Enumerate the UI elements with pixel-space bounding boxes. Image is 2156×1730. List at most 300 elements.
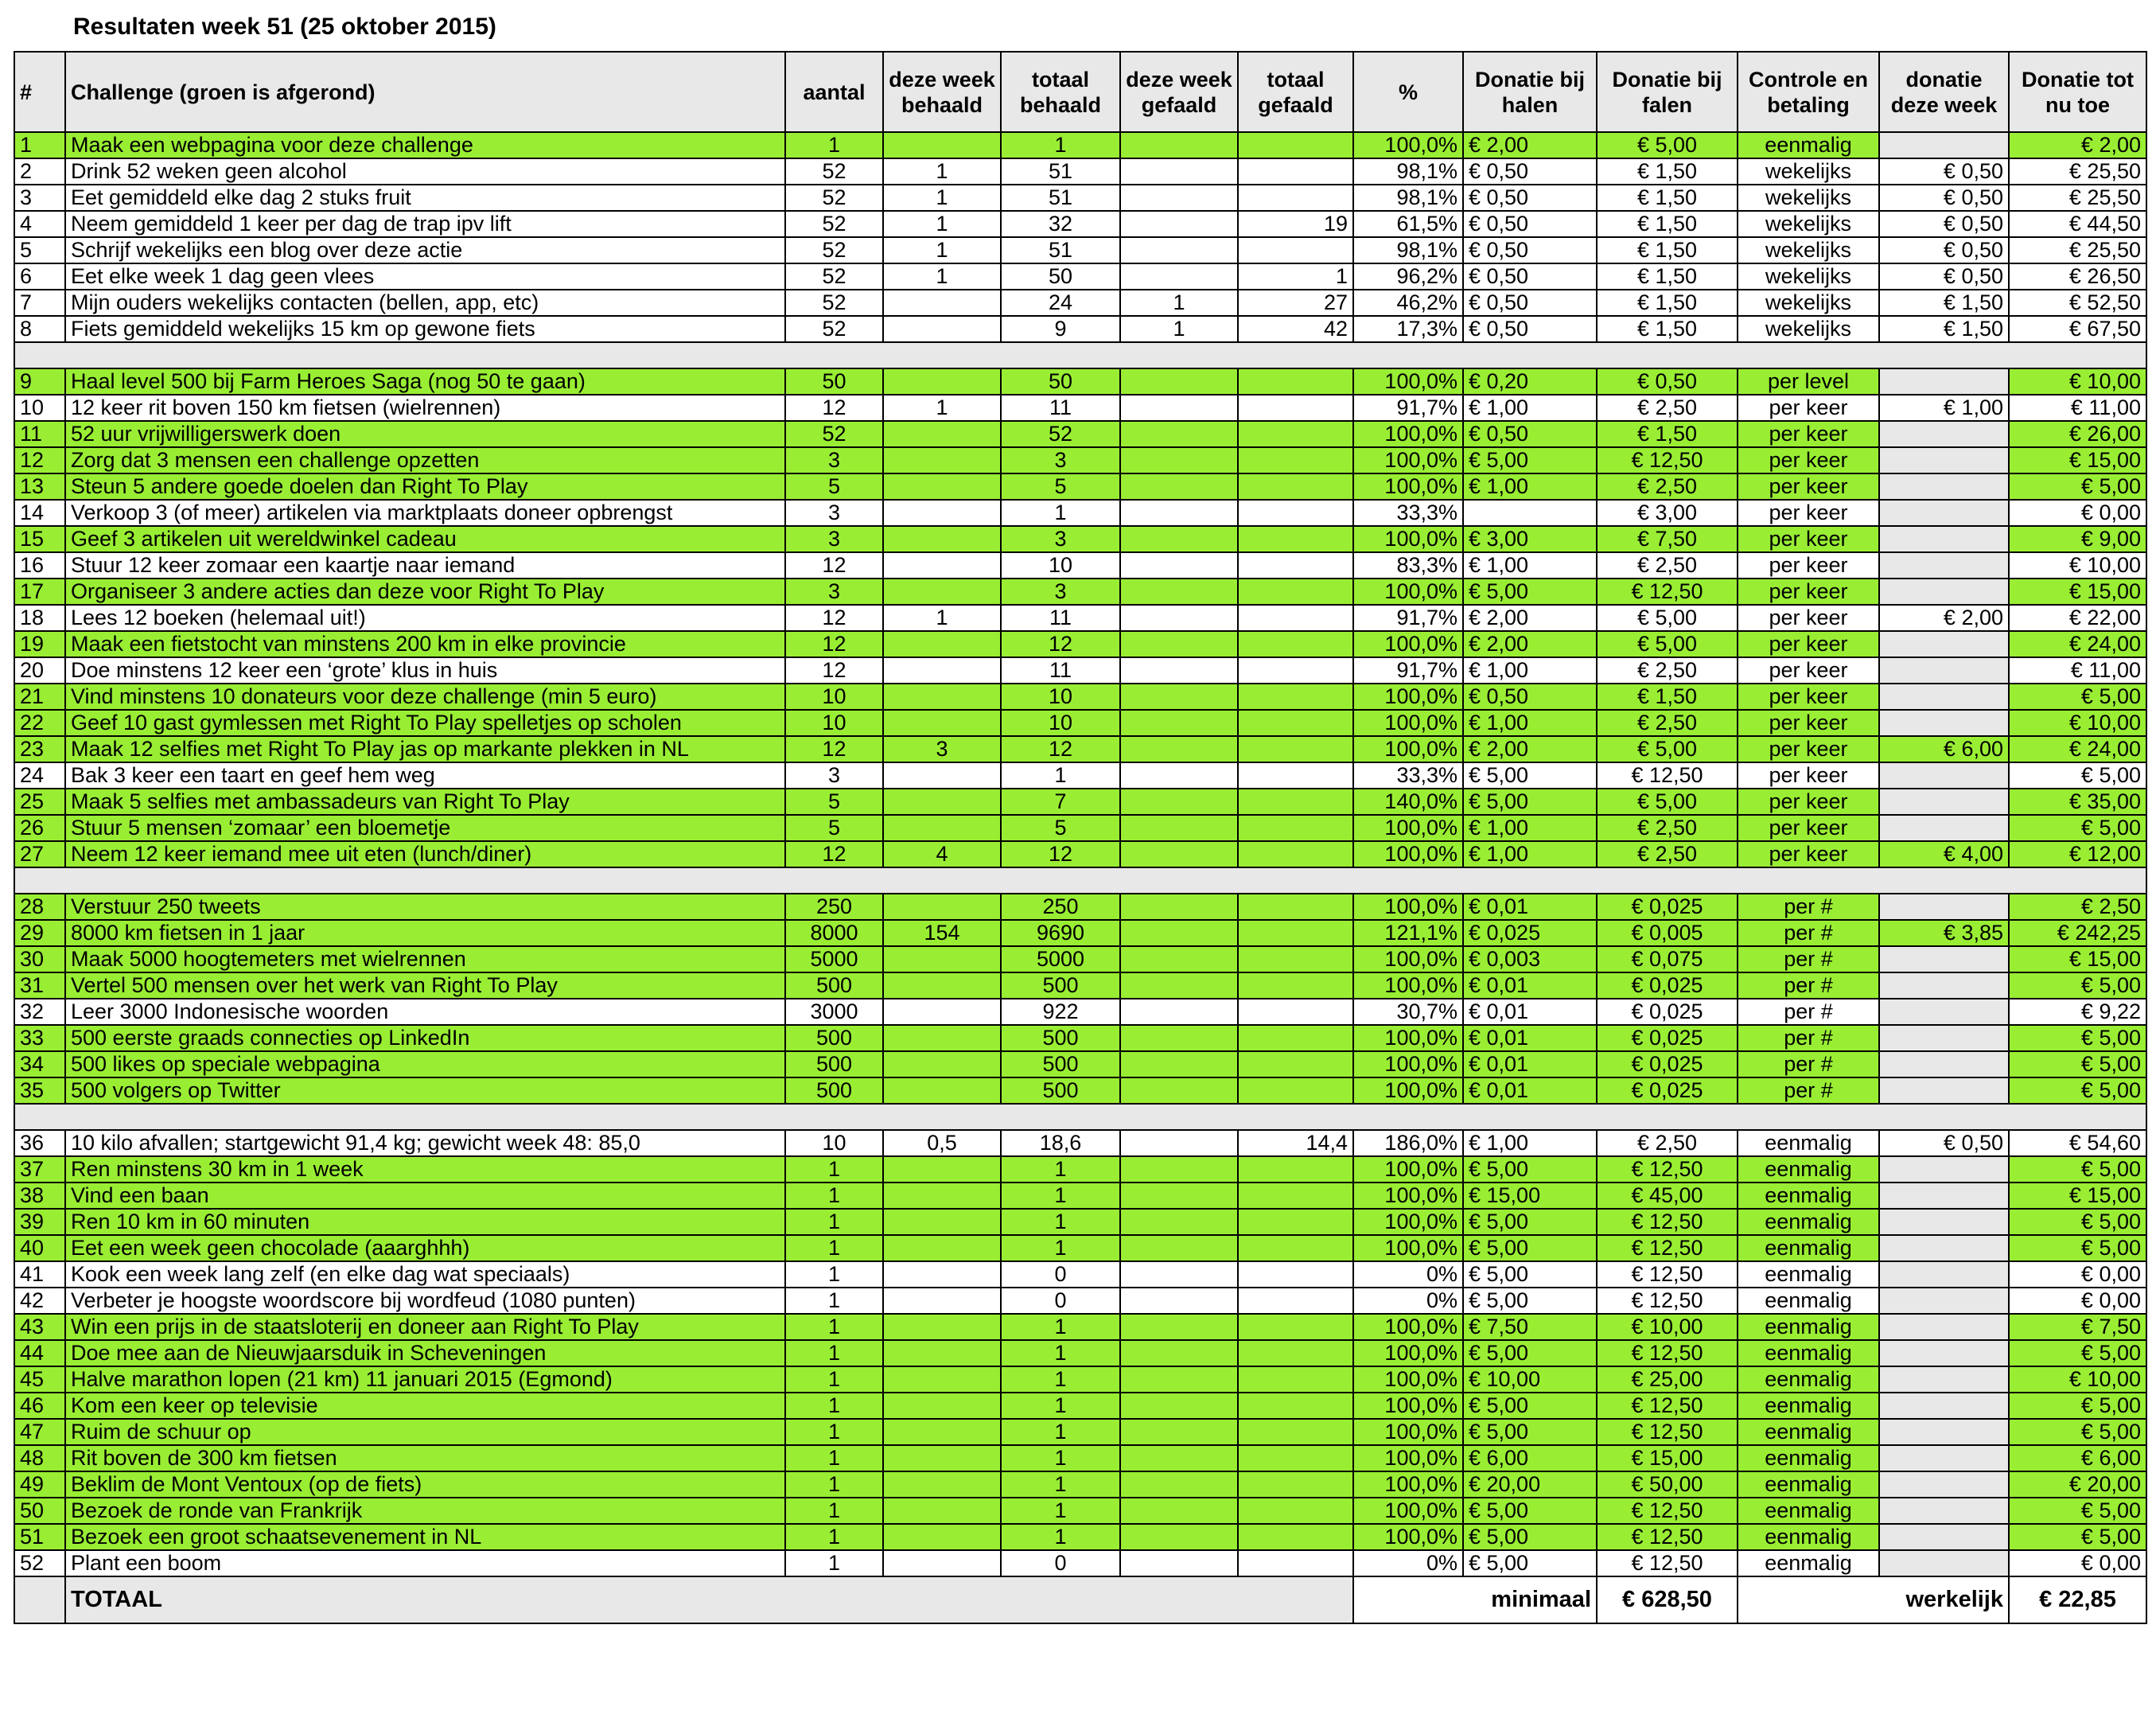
cell-donatie-deze-week: € 3,85 <box>1879 920 2009 946</box>
cell-percentage: 100,0% <box>1353 1314 1463 1340</box>
cell-deze-week-gefaald <box>1120 972 1238 999</box>
cell-totaal-behaald: 1 <box>1001 1314 1120 1340</box>
cell-totaal-behaald: 3 <box>1001 526 1120 552</box>
cell-controle-en-betaling: wekelijks <box>1738 263 1879 290</box>
cell-number: 15 <box>14 526 65 552</box>
cell-donatie-deze-week <box>1879 1051 2009 1077</box>
cell-deze-week-gefaald <box>1120 368 1238 395</box>
cell-deze-week-gefaald <box>1120 132 1238 158</box>
cell-deze-week-behaald: 3 <box>883 736 1001 762</box>
cell-aantal: 250 <box>785 894 883 920</box>
cell-totaal-gefaald <box>1238 815 1353 841</box>
cell-deze-week-behaald <box>883 684 1001 710</box>
cell-deze-week-gefaald <box>1120 1314 1238 1340</box>
cell-donatie-bij-halen: € 5,00 <box>1463 447 1597 473</box>
cell-totaal-gefaald <box>1238 1445 1353 1471</box>
table-row <box>14 657 2146 684</box>
cell-challenge: Bak 3 keer een taart en geef hem weg <box>65 762 785 789</box>
cell-deze-week-behaald <box>883 1393 1001 1419</box>
cell-number: 2 <box>14 158 65 185</box>
cell-donatie-tot-nu-toe: € 2,50 <box>2009 894 2146 920</box>
table-row <box>14 185 2146 211</box>
cell-number: 4 <box>14 211 65 237</box>
cell-totaal-behaald: 1 <box>1001 1445 1120 1471</box>
cell-donatie-bij-halen: € 0,01 <box>1463 894 1597 920</box>
cell-number: 51 <box>14 1524 65 1550</box>
table-row <box>14 579 2146 605</box>
cell-aantal: 52 <box>785 158 883 185</box>
cell-deze-week-gefaald <box>1120 473 1238 500</box>
cell-donatie-bij-halen: € 5,00 <box>1463 1156 1597 1183</box>
cell-controle-en-betaling: per keer <box>1738 605 1879 631</box>
cell-number: 17 <box>14 579 65 605</box>
cell-controle-en-betaling: per keer <box>1738 736 1879 762</box>
cell-donatie-bij-falen: € 2,50 <box>1597 815 1738 841</box>
cell-donatie-bij-falen: € 12,50 <box>1597 1498 1738 1524</box>
header-aantal: aantal <box>785 52 883 132</box>
cell-aantal: 1 <box>785 1156 883 1183</box>
cell-donatie-tot-nu-toe: € 5,00 <box>2009 473 2146 500</box>
cell-number: 8 <box>14 316 65 342</box>
cell-donatie-deze-week <box>1879 657 2009 684</box>
cell-number: 48 <box>14 1445 65 1471</box>
cell-donatie-bij-falen: € 2,50 <box>1597 1130 1738 1156</box>
cell-controle-en-betaling: eenmalig <box>1738 1524 1879 1550</box>
cell-donatie-bij-halen: € 0,50 <box>1463 316 1597 342</box>
cell-donatie-tot-nu-toe: € 5,00 <box>2009 1156 2146 1183</box>
cell-donatie-bij-halen: € 2,00 <box>1463 132 1597 158</box>
cell-donatie-bij-halen: € 0,01 <box>1463 972 1597 999</box>
cell-donatie-deze-week <box>1879 999 2009 1025</box>
cell-donatie-deze-week <box>1879 710 2009 736</box>
section-separator <box>14 1104 2146 1130</box>
cell-deze-week-gefaald <box>1120 684 1238 710</box>
cell-donatie-tot-nu-toe: € 0,00 <box>2009 1261 2146 1288</box>
cell-donatie-deze-week: € 1,00 <box>1879 395 2009 421</box>
cell-totaal-gefaald <box>1238 447 1353 473</box>
cell-donatie-bij-halen: € 1,00 <box>1463 841 1597 867</box>
cell-donatie-bij-halen: € 5,00 <box>1463 1261 1597 1288</box>
cell-aantal: 12 <box>785 605 883 631</box>
cell-totaal-gefaald <box>1238 605 1353 631</box>
cell-totaal-behaald: 5000 <box>1001 946 1120 972</box>
cell-donatie-deze-week <box>1879 1261 2009 1288</box>
cell-donatie-tot-nu-toe: € 5,00 <box>2009 684 2146 710</box>
cell-totaal-behaald: 500 <box>1001 1051 1120 1077</box>
cell-donatie-bij-halen <box>1463 500 1597 526</box>
cell-percentage: 0% <box>1353 1288 1463 1314</box>
totals-row <box>14 1576 2146 1623</box>
cell-percentage: 61,5% <box>1353 211 1463 237</box>
table-row <box>14 473 2146 500</box>
cell-percentage: 100,0% <box>1353 684 1463 710</box>
cell-challenge: 52 uur vrijwilligerswerk doen <box>65 421 785 447</box>
cell-donatie-tot-nu-toe: € 10,00 <box>2009 368 2146 395</box>
cell-percentage: 30,7% <box>1353 999 1463 1025</box>
cell-aantal: 3 <box>785 500 883 526</box>
cell-totaal-gefaald <box>1238 1393 1353 1419</box>
cell-number: 1 <box>14 132 65 158</box>
cell-challenge: Doe minstens 12 keer een ‘grote’ klus in huis <box>65 657 785 684</box>
totals-label: TOTAAL <box>65 1576 1353 1623</box>
cell-totaal-behaald: 1 <box>1001 500 1120 526</box>
cell-donatie-deze-week <box>1879 526 2009 552</box>
cell-deze-week-gefaald <box>1120 1051 1238 1077</box>
cell-deze-week-behaald: 4 <box>883 841 1001 867</box>
cell-number: 19 <box>14 631 65 657</box>
table-row <box>14 290 2146 316</box>
cell-donatie-deze-week <box>1879 972 2009 999</box>
cell-percentage: 100,0% <box>1353 1471 1463 1498</box>
table-row <box>14 421 2146 447</box>
cell-controle-en-betaling: eenmalig <box>1738 132 1879 158</box>
cell-aantal: 50 <box>785 368 883 395</box>
cell-aantal: 1 <box>785 1340 883 1366</box>
cell-donatie-tot-nu-toe: € 9,00 <box>2009 526 2146 552</box>
cell-donatie-deze-week <box>1879 1366 2009 1393</box>
cell-donatie-tot-nu-toe: € 0,00 <box>2009 1550 2146 1576</box>
cell-challenge: Bezoek een groot schaatsevenement in NL <box>65 1524 785 1550</box>
cell-challenge: Verstuur 250 tweets <box>65 894 785 920</box>
cell-aantal: 5 <box>785 789 883 815</box>
cell-deze-week-behaald: 1 <box>883 211 1001 237</box>
cell-percentage: 100,0% <box>1353 421 1463 447</box>
cell-deze-week-gefaald <box>1120 1419 1238 1445</box>
cell-controle-en-betaling: per keer <box>1738 421 1879 447</box>
cell-aantal: 5 <box>785 815 883 841</box>
cell-challenge: 8000 km fietsen in 1 jaar <box>65 920 785 946</box>
cell-donatie-deze-week <box>1879 789 2009 815</box>
table-row <box>14 1288 2146 1314</box>
cell-donatie-bij-falen: € 2,50 <box>1597 841 1738 867</box>
cell-donatie-bij-falen: € 15,00 <box>1597 1445 1738 1471</box>
cell-donatie-bij-falen: € 1,50 <box>1597 263 1738 290</box>
cell-controle-en-betaling: per # <box>1738 894 1879 920</box>
cell-deze-week-gefaald <box>1120 1498 1238 1524</box>
cell-deze-week-gefaald <box>1120 1130 1238 1156</box>
cell-challenge: Kook een week lang zelf (en elke dag wat speciaals) <box>65 1261 785 1288</box>
cell-deze-week-gefaald <box>1120 815 1238 841</box>
cell-donatie-tot-nu-toe: € 0,00 <box>2009 500 2146 526</box>
cell-donatie-deze-week <box>1879 447 2009 473</box>
cell-controle-en-betaling: eenmalig <box>1738 1393 1879 1419</box>
cell-donatie-bij-falen: € 0,025 <box>1597 1051 1738 1077</box>
table-row <box>14 1077 2146 1104</box>
cell-controle-en-betaling: per keer <box>1738 526 1879 552</box>
table-row <box>14 500 2146 526</box>
cell-donatie-bij-halen: € 15,00 <box>1463 1183 1597 1209</box>
cell-aantal: 5000 <box>785 946 883 972</box>
cell-number: 52 <box>14 1550 65 1576</box>
cell-totaal-gefaald <box>1238 736 1353 762</box>
cell-donatie-bij-falen: € 12,50 <box>1597 1288 1738 1314</box>
cell-challenge: Haal level 500 bij Farm Heroes Saga (nog 50 te gaan) <box>65 368 785 395</box>
cell-donatie-bij-falen: € 0,025 <box>1597 1025 1738 1051</box>
cell-totaal-behaald: 52 <box>1001 421 1120 447</box>
cell-deze-week-behaald <box>883 447 1001 473</box>
table-row <box>14 894 2146 920</box>
cell-number: 25 <box>14 789 65 815</box>
cell-aantal: 1 <box>785 1314 883 1340</box>
cell-donatie-bij-halen: € 0,50 <box>1463 290 1597 316</box>
cell-totaal-gefaald <box>1238 1183 1353 1209</box>
cell-percentage: 100,0% <box>1353 710 1463 736</box>
cell-deze-week-gefaald <box>1120 1288 1238 1314</box>
cell-number: 23 <box>14 736 65 762</box>
cell-number: 18 <box>14 605 65 631</box>
header-challenge: Challenge (groen is afgerond) <box>65 52 785 132</box>
cell-donatie-tot-nu-toe: € 0,00 <box>2009 1288 2146 1314</box>
cell-deze-week-behaald <box>883 1471 1001 1498</box>
cell-donatie-deze-week <box>1879 1471 2009 1498</box>
cell-aantal: 1 <box>785 1235 883 1261</box>
cell-percentage: 100,0% <box>1353 1235 1463 1261</box>
cell-donatie-tot-nu-toe: € 26,00 <box>2009 421 2146 447</box>
cell-number: 50 <box>14 1498 65 1524</box>
table-row <box>14 1051 2146 1077</box>
cell-totaal-behaald: 0 <box>1001 1550 1120 1576</box>
cell-controle-en-betaling: wekelijks <box>1738 185 1879 211</box>
cell-totaal-behaald: 1 <box>1001 1471 1120 1498</box>
cell-donatie-bij-falen: € 25,00 <box>1597 1366 1738 1393</box>
cell-deze-week-gefaald <box>1120 841 1238 867</box>
cell-number: 43 <box>14 1314 65 1340</box>
cell-aantal: 12 <box>785 395 883 421</box>
cell-number: 6 <box>14 263 65 290</box>
cell-donatie-deze-week: € 0,50 <box>1879 1130 2009 1156</box>
cell-totaal-gefaald <box>1238 1077 1353 1104</box>
cell-donatie-bij-falen: € 10,00 <box>1597 1314 1738 1340</box>
cell-percentage: 100,0% <box>1353 894 1463 920</box>
cell-deze-week-behaald <box>883 473 1001 500</box>
cell-totaal-behaald: 9690 <box>1001 920 1120 946</box>
cell-donatie-bij-falen: € 45,00 <box>1597 1183 1738 1209</box>
cell-challenge: Halve marathon lopen (21 km) 11 januari 2015 (Egmond) <box>65 1366 785 1393</box>
cell-donatie-deze-week: € 0,50 <box>1879 158 2009 185</box>
table-body <box>14 132 2146 1576</box>
header-totaal-gefaald: totaal gefaald <box>1238 52 1353 132</box>
cell-challenge: 12 keer rit boven 150 km fietsen (wielrennen) <box>65 395 785 421</box>
cell-challenge: Neem 12 keer iemand mee uit eten (lunch/diner) <box>65 841 785 867</box>
cell-aantal: 8000 <box>785 920 883 946</box>
header-donatie-bij-halen: Donatie bij halen <box>1463 52 1597 132</box>
cell-donatie-bij-halen: € 6,00 <box>1463 1445 1597 1471</box>
cell-donatie-bij-falen: € 12,50 <box>1597 579 1738 605</box>
cell-number: 40 <box>14 1235 65 1261</box>
cell-number: 36 <box>14 1130 65 1156</box>
cell-aantal: 52 <box>785 316 883 342</box>
cell-challenge: Plant een boom <box>65 1550 785 1576</box>
cell-donatie-tot-nu-toe: € 25,50 <box>2009 158 2146 185</box>
cell-challenge: Verkoop 3 (of meer) artikelen via marktplaats doneer opbrengst <box>65 500 785 526</box>
cell-challenge: 500 volgers op Twitter <box>65 1077 785 1104</box>
cell-aantal: 10 <box>785 710 883 736</box>
cell-number: 47 <box>14 1419 65 1445</box>
cell-donatie-bij-halen: € 10,00 <box>1463 1366 1597 1393</box>
cell-challenge: Doe mee aan de Nieuwjaarsduik in Scheveningen <box>65 1340 785 1366</box>
cell-totaal-behaald: 1 <box>1001 1419 1120 1445</box>
cell-donatie-deze-week <box>1879 500 2009 526</box>
cell-controle-en-betaling: eenmalig <box>1738 1366 1879 1393</box>
cell-donatie-bij-falen: € 2,50 <box>1597 552 1738 579</box>
cell-controle-en-betaling: per keer <box>1738 579 1879 605</box>
cell-donatie-tot-nu-toe: € 15,00 <box>2009 1183 2146 1209</box>
cell-totaal-gefaald <box>1238 1340 1353 1366</box>
cell-aantal: 12 <box>785 736 883 762</box>
cell-donatie-bij-falen: € 12,50 <box>1597 1156 1738 1183</box>
cell-deze-week-behaald <box>883 579 1001 605</box>
cell-donatie-bij-halen: € 5,00 <box>1463 1550 1597 1576</box>
cell-totaal-behaald: 1 <box>1001 1209 1120 1235</box>
cell-donatie-deze-week <box>1879 1077 2009 1104</box>
cell-totaal-behaald: 922 <box>1001 999 1120 1025</box>
cell-donatie-bij-halen: € 0,50 <box>1463 684 1597 710</box>
cell-controle-en-betaling: wekelijks <box>1738 211 1879 237</box>
cell-totaal-behaald: 1 <box>1001 1235 1120 1261</box>
cell-donatie-bij-halen: € 0,50 <box>1463 263 1597 290</box>
cell-deze-week-behaald <box>883 1209 1001 1235</box>
cell-totaal-gefaald <box>1238 1261 1353 1288</box>
cell-donatie-bij-halen: € 0,025 <box>1463 920 1597 946</box>
header-deze-week-behaald: deze week behaald <box>883 52 1001 132</box>
cell-challenge: Maak 5000 hoogtemeters met wielrennen <box>65 946 785 972</box>
cell-deze-week-gefaald <box>1120 631 1238 657</box>
cell-percentage: 100,0% <box>1353 815 1463 841</box>
cell-donatie-bij-halen: € 1,00 <box>1463 552 1597 579</box>
cell-controle-en-betaling: eenmalig <box>1738 1288 1879 1314</box>
cell-donatie-bij-halen: € 0,01 <box>1463 1051 1597 1077</box>
cell-controle-en-betaling: eenmalig <box>1738 1183 1879 1209</box>
cell-donatie-deze-week <box>1879 1235 2009 1261</box>
table-row <box>14 736 2146 762</box>
cell-donatie-bij-halen: € 0,50 <box>1463 237 1597 263</box>
cell-deze-week-behaald <box>883 368 1001 395</box>
cell-deze-week-behaald <box>883 1366 1001 1393</box>
cell-deze-week-behaald <box>883 710 1001 736</box>
cell-deze-week-behaald <box>883 1340 1001 1366</box>
cell-aantal: 1 <box>785 132 883 158</box>
cell-donatie-tot-nu-toe: € 52,50 <box>2009 290 2146 316</box>
cell-challenge: Leer 3000 Indonesische woorden <box>65 999 785 1025</box>
cell-challenge: Stuur 12 keer zomaar een kaartje naar iemand <box>65 552 785 579</box>
cell-donatie-bij-halen: € 1,00 <box>1463 815 1597 841</box>
cell-percentage: 98,1% <box>1353 237 1463 263</box>
cell-totaal-gefaald <box>1238 237 1353 263</box>
cell-totaal-gefaald <box>1238 1288 1353 1314</box>
cell-percentage: 186,0% <box>1353 1130 1463 1156</box>
cell-percentage: 100,0% <box>1353 946 1463 972</box>
cell-number: 12 <box>14 447 65 473</box>
cell-number: 22 <box>14 710 65 736</box>
cell-totaal-behaald: 7 <box>1001 789 1120 815</box>
cell-number: 29 <box>14 920 65 946</box>
cell-totaal-behaald: 0 <box>1001 1288 1120 1314</box>
cell-totaal-behaald: 250 <box>1001 894 1120 920</box>
cell-controle-en-betaling: eenmalig <box>1738 1261 1879 1288</box>
cell-aantal: 52 <box>785 211 883 237</box>
cell-donatie-bij-halen: € 5,00 <box>1463 579 1597 605</box>
cell-aantal: 1 <box>785 1524 883 1550</box>
cell-donatie-tot-nu-toe: € 5,00 <box>2009 1235 2146 1261</box>
cell-controle-en-betaling: eenmalig <box>1738 1314 1879 1340</box>
cell-challenge: Beklim de Mont Ventoux (op de fiets) <box>65 1471 785 1498</box>
cell-donatie-bij-halen: € 1,00 <box>1463 1130 1597 1156</box>
cell-deze-week-gefaald <box>1120 1340 1238 1366</box>
cell-donatie-deze-week <box>1879 762 2009 789</box>
cell-donatie-deze-week <box>1879 894 2009 920</box>
section-separator-cell <box>14 342 2146 368</box>
cell-totaal-behaald: 1 <box>1001 1524 1120 1550</box>
cell-deze-week-gefaald <box>1120 1445 1238 1471</box>
cell-totaal-behaald: 0 <box>1001 1261 1120 1288</box>
cell-controle-en-betaling: per keer <box>1738 789 1879 815</box>
cell-controle-en-betaling: eenmalig <box>1738 1445 1879 1471</box>
table-row <box>14 1366 2146 1393</box>
table-row <box>14 447 2146 473</box>
cell-number: 24 <box>14 762 65 789</box>
cell-controle-en-betaling: per keer <box>1738 395 1879 421</box>
cell-totaal-behaald: 500 <box>1001 1077 1120 1104</box>
cell-percentage: 98,1% <box>1353 185 1463 211</box>
cell-donatie-bij-halen: € 5,00 <box>1463 1288 1597 1314</box>
cell-deze-week-behaald <box>883 1051 1001 1077</box>
cell-donatie-bij-halen: € 0,20 <box>1463 368 1597 395</box>
cell-donatie-tot-nu-toe: € 15,00 <box>2009 579 2146 605</box>
cell-totaal-behaald: 10 <box>1001 552 1120 579</box>
cell-donatie-bij-falen: € 1,50 <box>1597 185 1738 211</box>
cell-challenge: Vertel 500 mensen over het werk van Right To Play <box>65 972 785 999</box>
cell-challenge: Organiseer 3 andere acties dan deze voor Right To Play <box>65 579 785 605</box>
cell-totaal-behaald: 11 <box>1001 657 1120 684</box>
cell-number: 31 <box>14 972 65 999</box>
cell-percentage: 96,2% <box>1353 263 1463 290</box>
cell-challenge: Schrijf wekelijks een blog over deze actie <box>65 237 785 263</box>
table-row <box>14 972 2146 999</box>
header-percentage: % <box>1353 52 1463 132</box>
cell-aantal: 1 <box>785 1550 883 1576</box>
cell-donatie-tot-nu-toe: € 20,00 <box>2009 1471 2146 1498</box>
cell-deze-week-behaald <box>883 1550 1001 1576</box>
cell-totaal-gefaald <box>1238 473 1353 500</box>
cell-donatie-bij-falen: € 1,50 <box>1597 290 1738 316</box>
cell-donatie-deze-week: € 0,50 <box>1879 185 2009 211</box>
header-donatie-tot-nu-toe: Donatie tot nu toe <box>2009 52 2146 132</box>
totals-spacer <box>14 1576 65 1623</box>
cell-donatie-bij-halen: € 3,00 <box>1463 526 1597 552</box>
cell-totaal-behaald: 3 <box>1001 447 1120 473</box>
cell-number: 32 <box>14 999 65 1025</box>
cell-donatie-deze-week <box>1879 815 2009 841</box>
totals-werkelijk-label: werkelijk <box>1738 1576 2009 1623</box>
cell-aantal: 1 <box>785 1498 883 1524</box>
cell-percentage: 0% <box>1353 1550 1463 1576</box>
cell-totaal-gefaald <box>1238 421 1353 447</box>
cell-percentage: 17,3% <box>1353 316 1463 342</box>
table-row <box>14 211 2146 237</box>
header-donatie-bij-falen: Donatie bij falen <box>1597 52 1738 132</box>
table-row <box>14 920 2146 946</box>
cell-controle-en-betaling: per keer <box>1738 684 1879 710</box>
table-row <box>14 1340 2146 1366</box>
table-row <box>14 237 2146 263</box>
cell-totaal-gefaald <box>1238 972 1353 999</box>
cell-donatie-bij-falen: € 5,00 <box>1597 736 1738 762</box>
cell-donatie-bij-halen: € 2,00 <box>1463 736 1597 762</box>
cell-aantal: 3000 <box>785 999 883 1025</box>
cell-challenge: Rit boven de 300 km fietsen <box>65 1445 785 1471</box>
cell-donatie-bij-halen: € 5,00 <box>1463 789 1597 815</box>
cell-donatie-tot-nu-toe: € 2,00 <box>2009 132 2146 158</box>
